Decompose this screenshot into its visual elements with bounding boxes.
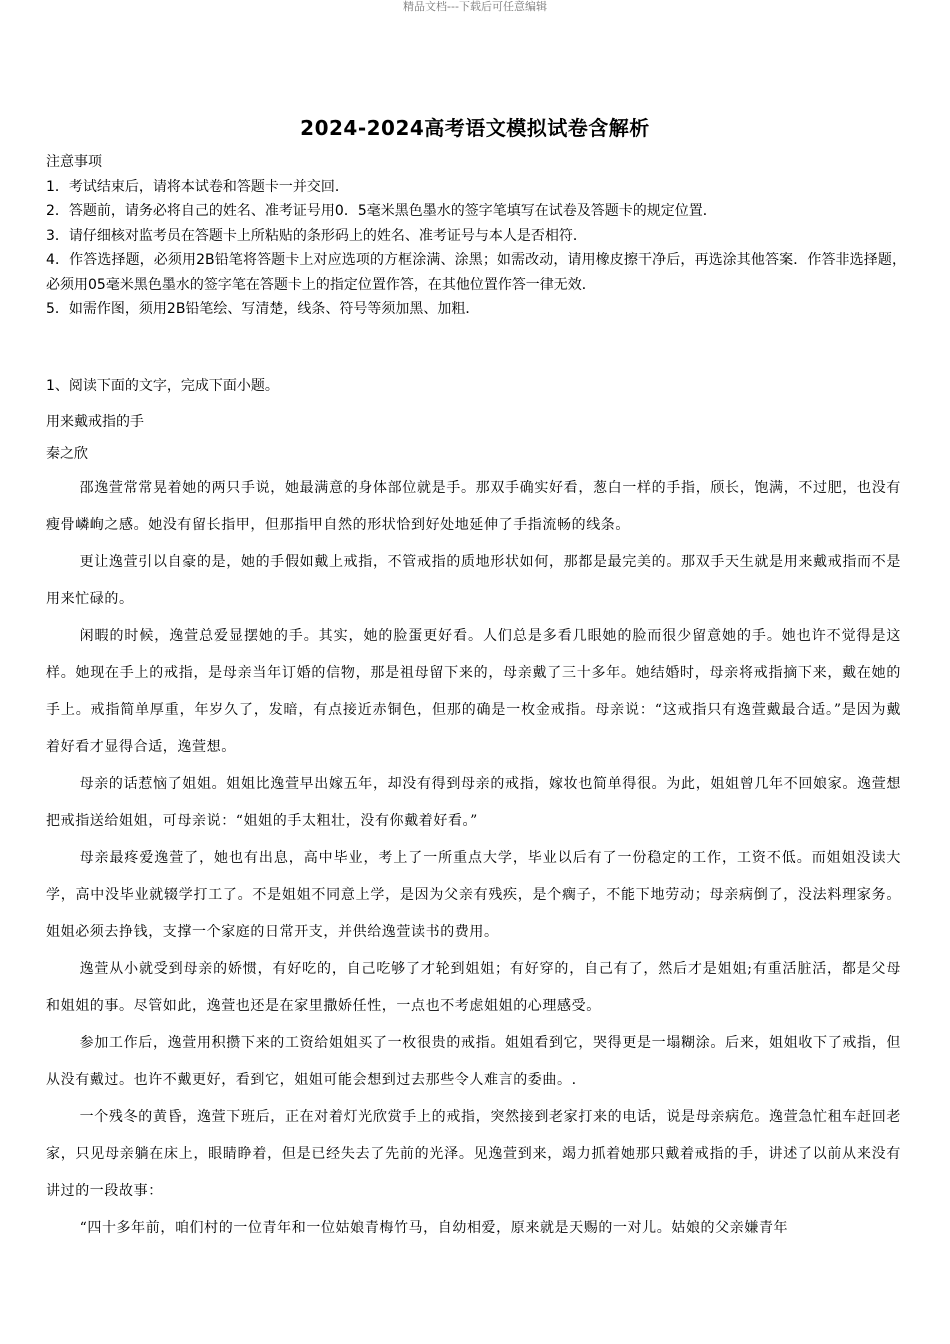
article-title: 用来戴戒指的手: [46, 414, 144, 430]
article-paragraph: 母亲最疼爱逸萱了，她也有出息，高中毕业，考上了一所重点大学，毕业以后有了一份稳定的工作，工资不低。而姐姐没读大学，高中没毕业就辍学打工了。不是姐姐不同意上学，是因为父亲有残疾，是个瘸子，不能下地劳动；母亲病倒了，没法料理家务。姐姐必须去挣钱，支撑一个家庭的日常开支，并供给逸萱读书的费用。: [46, 850, 901, 940]
notice-item: 5．如需作图，须用2B铅笔绘、写清楚，线条、符号等须加黑、加粗．: [46, 301, 480, 317]
article-paragraph: 母亲的话惹恼了姐姐。姐姐比逸萱早出嫁五年，却没有得到母亲的戒指，嫁妆也简单得很。为此，姐姐曾几年不回娘家。逸萱想把戒指送给姐姐，可母亲说：“姐姐的手太粗壮，没有你戴着好看。”: [46, 776, 901, 829]
article-paragraph: “四十多年前，咱们村的一位青年和一位姑娘青梅竹马，自幼相爱，原来就是天赐的一对儿。姑娘的父亲嫌青年: [79, 1220, 789, 1236]
notice-item: 2．答题前，请务必将自己的姓名、准考证号用0．5毫米黑色墨水的签字笔填写在试卷及答题卡的规定位置．: [46, 203, 717, 219]
article-author: 秦之欣: [46, 446, 88, 462]
article-paragraph: 逸萱从小就受到母亲的娇惯，有好吃的，自己吃够了才轮到姐姐；有好穿的，自己有了，然后才是姐姐;有重活脏活，都是父母和姐姐的事。尽管如此，逸萱也还是在家里撒娇任性，一点也不考虑姐姐的心理感受。: [46, 961, 901, 1014]
question-prompt: 1、阅读下面的文字，完成下面小题。: [46, 378, 279, 394]
article-paragraph: 更让逸萱引以自豪的是，她的手假如戴上戒指，不管戒指的质地形状如何，那都是最完美的。那双手天生就是用来戴戒指而不是用来忙碌的。: [46, 554, 901, 607]
notice-section: [46, 150, 906, 322]
notice-item: 4．作答选择题，必须用2B铅笔将答题卡上对应选项的方框涂满、涂黑；如需改动，请用橡皮擦干净后，再选涂其他答案．作答非选择题，必须用05毫米黑色墨水的签字笔在答题卡上的指定位置作答，在其他位置作答一律无效．: [46, 252, 906, 293]
article-paragraph: 闲暇的时候，逸萱总爱显摆她的手。其实，她的脸蛋更好看。人们总是多看几眼她的脸而很少留意她的手。她也许不觉得是这样。她现在手上的戒指，是母亲当年订婚的信物，那是祖母留下来的，母亲戴了三十多年。她结婚时，母亲将戒指摘下来，戴在她的手上。戒指简单厚重，年岁久了，发暗，有点接近赤铜色，但那的确是一枚金戒指。母亲说：“这戒指只有逸萱戴最合适。”是因为戴着好看才显得合适，逸萱想。: [46, 628, 901, 755]
article-paragraph: 邵逸萱常常晃着她的两只手说，她最满意的身体部位就是手。那双手确实好看，葱白一样的手指，颀长，饱满，不过肥，也没有瘦骨嶙峋之感。她没有留长指甲，但那指甲自然的形状恰到好处地延伸了手指流畅的线条。: [46, 480, 901, 533]
article-paragraph: 一个残冬的黄昏，逸萱下班后，正在对着灯光欣赏手上的戒指，突然接到老家打来的电话，说是母亲病危。逸萱急忙租车赶回老家，只见母亲躺在床上，眼睛睁着，但是已经失去了先前的光泽。见逸萱到来，竭力抓着她那只戴着戒指的手，讲述了以前从来没有讲过的一段故事：: [46, 1109, 901, 1199]
page-title: 2024-2024高考语文模拟试卷含解析: [300, 116, 650, 140]
notice-heading: 注意事项: [46, 154, 102, 170]
notice-item: 1．考试结束后，请将本试卷和答题卡一并交回．: [46, 178, 349, 195]
article-paragraph: 参加工作后，逸萱用积攒下来的工资给姐姐买了一枚很贵的戒指。姐姐看到它，哭得更是一塌糊涂。后来，姐姐收下了戒指，但从没有戴过。也许不戴更好，看到它，姐姐可能会想到过去那些令人难言的委曲。.: [46, 1035, 901, 1088]
notice-item: 3．请仔细核对监考员在答题卡上所粘贴的条形码上的姓名、准考证号与本人是否相符．: [46, 227, 587, 244]
watermark: 精品文档---下载后可任意编辑: [403, 0, 547, 13]
article: [46, 406, 901, 1247]
